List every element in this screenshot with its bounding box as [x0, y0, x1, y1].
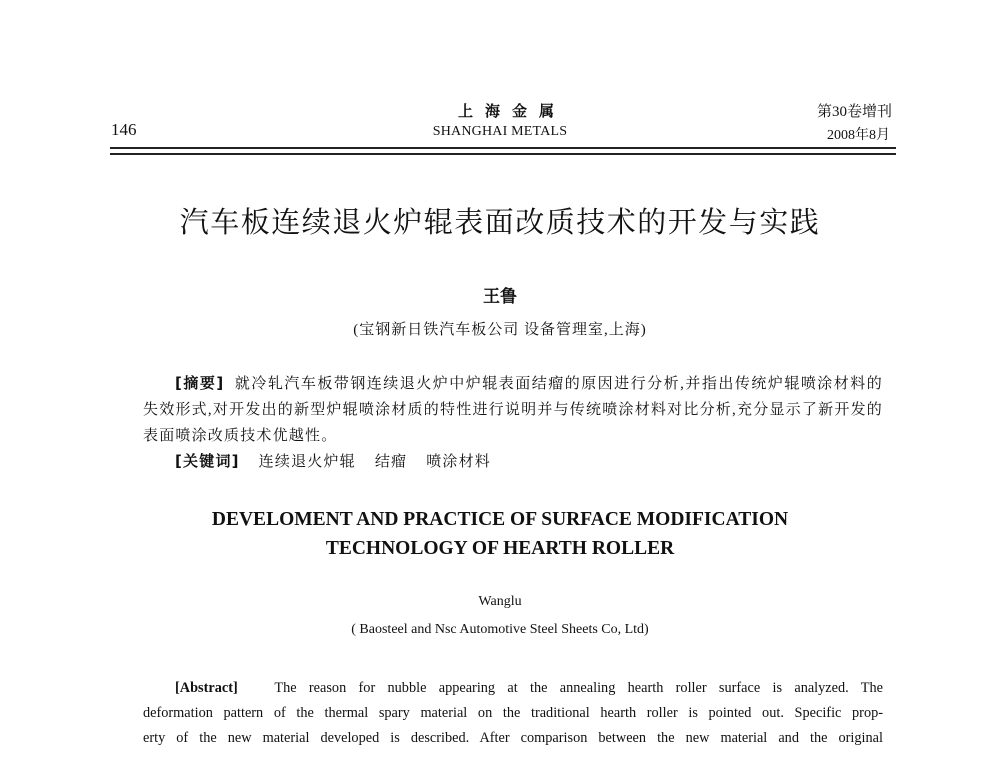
journal-name-cn: 上海金属 [457, 104, 566, 120]
article-title-cn: 汽车板连续退火炉辊表面改质技术的开发与实践 [179, 205, 821, 239]
abstract-en-line: deformation pattern of the thermal spary material on the traditional hearth roller is pointed out. Specific prop- [143, 705, 883, 721]
keywords-cn [175, 450, 491, 471]
page-number: 146 [111, 120, 137, 139]
abstract-cn-label: [摘要] [175, 374, 225, 392]
publication-date: 2008年8月 [827, 128, 890, 143]
affiliation-cn: (宝钢新日铁汽车板公司 设备管理室,上海) [353, 322, 647, 338]
author-cn: 王鲁 [483, 287, 517, 307]
keyword: 结瘤 [374, 454, 408, 470]
abstract-en [143, 676, 883, 751]
abstract-en-line: erty of the new material developed is described. After comparison between the new material and the original [143, 730, 883, 746]
abstract-cn [143, 370, 883, 449]
journal-name-en: SHANGHAI METALS [432, 124, 568, 139]
article-title-en [0, 505, 1000, 563]
header-rule-top [110, 147, 896, 149]
header-rule-bottom [110, 153, 896, 155]
article-title-en-line-1: DEVELOMENT AND PRACTICE OF SURFACE MODIFICATION [211, 509, 789, 530]
keyword: 连续退火炉辊 [258, 454, 356, 470]
affiliation-en: ( Baosteel and Nsc Automotive Steel Sheets Co, Ltd) [351, 622, 649, 637]
abstract-en-line: The reason for nubble appearing at the annealing hearth roller surface is analyzed. The [274, 680, 883, 696]
keyword: 喷涂材料 [426, 454, 491, 470]
author-en: Wanglu [478, 594, 522, 609]
abstract-cn-text: 就冷轧汽车板带钢连续退火炉中炉辊表面结瘤的原因进行分析,并指出传统炉辊喷涂材料的失效形式,对开发出的新型炉辊喷涂材质的特性进行说明并与传统喷涂材料对比分析,充分显示了新开发的表面喷涂改质技术优越性。 [143, 376, 883, 444]
keywords-cn-label: [关键词] [175, 452, 240, 470]
abstract-en-label: [Abstract] [175, 680, 238, 696]
article-title-en-line-2: TECHNOLOGY OF HEARTH ROLLER [325, 538, 675, 559]
volume-issue: 第30卷增刊 [816, 104, 892, 120]
